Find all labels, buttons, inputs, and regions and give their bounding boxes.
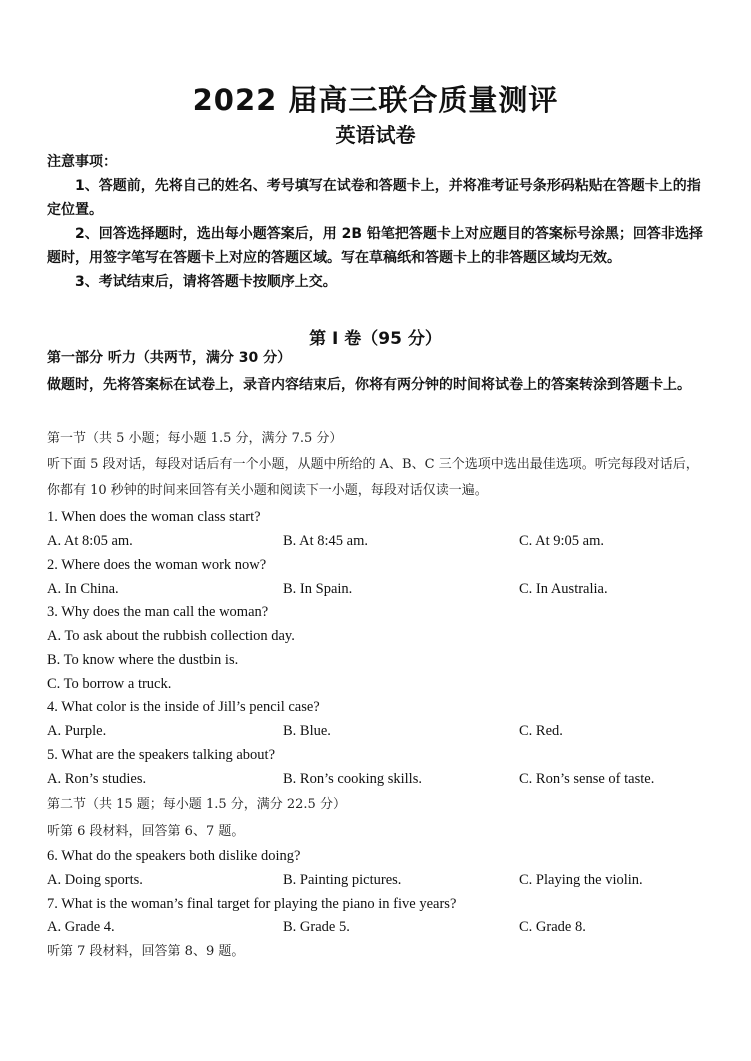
question-2: 2. Where does the woman work now? bbox=[47, 557, 267, 573]
notice-block bbox=[47, 150, 707, 294]
question-7: 7. What is the woman’s final target for playing the piano in five years? bbox=[47, 896, 457, 912]
part-one-title: 第 I 卷（95 分） bbox=[309, 329, 442, 349]
q4-option-a: A. Purple. bbox=[47, 723, 107, 739]
notice-item-1: 1、答题前，先将自己的姓名、考号填写在试卷和答题卡上，并将准考证号条形码粘贴在答题卡上的指定位置。 bbox=[47, 178, 701, 218]
listening-section-heading: 第一部分 听力（共两节，满分 30 分） bbox=[47, 350, 292, 366]
q1-option-a: A. At 8:05 am. bbox=[47, 533, 133, 549]
q7-option-c: C. Grade 8. bbox=[519, 919, 586, 935]
q3-option-b: B. To know where the dustbin is. bbox=[47, 652, 239, 668]
material-6-instruction: 听第 6 段材料，回答第 6、7 题。 bbox=[47, 824, 245, 839]
q7-option-a: A. Grade 4. bbox=[47, 919, 115, 935]
q4-option-b: B. Blue. bbox=[283, 723, 331, 739]
q7-option-b: B. Grade 5. bbox=[283, 919, 350, 935]
question-3: 3. Why does the man call the woman? bbox=[47, 604, 269, 620]
q1-option-b: B. At 8:45 am. bbox=[283, 533, 368, 549]
q3-option-c: C. To borrow a truck. bbox=[47, 676, 172, 692]
listening-section-intro: 做题时，先将答案标在试卷上，录音内容结束后，你将有两分钟的时间将试卷上的答案转涂到答题卡上。 bbox=[47, 377, 691, 393]
question-4: 4. What color is the inside of Jill’s pencil case? bbox=[47, 699, 320, 715]
q4-option-c: C. Red. bbox=[519, 723, 563, 739]
q5-option-b: B. Ron’s cooking skills. bbox=[283, 771, 422, 787]
notice-heading: 注意事项： bbox=[47, 154, 117, 170]
notice-item-3: 3、考试结束后，请将答题卡按顺序上交。 bbox=[75, 274, 337, 290]
q3-option-a: A. To ask about the rubbish collection day. bbox=[47, 628, 295, 644]
q5-option-c: C. Ron’s sense of taste. bbox=[519, 771, 655, 787]
section1-intro: 听下面 5 段对话，每段对话后有一个小题，从题中所给的 A、B、C 三个选项中选出最佳选项。听完每段对话后，你都有 10 秒钟的时间来回答有关小题和阅读下一小题，每段对话仅读一遍。 bbox=[47, 457, 699, 498]
q2-option-a: A. In China. bbox=[47, 581, 119, 597]
q2-option-b: B. In Spain. bbox=[283, 581, 353, 597]
question-1: 1. When does the woman class start? bbox=[47, 509, 261, 525]
q6-option-c: C. Playing the violin. bbox=[519, 872, 643, 888]
q6-option-b: B. Painting pictures. bbox=[283, 872, 402, 888]
q1-option-c: C. At 9:05 am. bbox=[519, 533, 604, 549]
section1-heading: 第一节（共 5 小题；每小题 1.5 分，满分 7.5 分） bbox=[47, 431, 343, 446]
notice-item-2: 2、回答选择题时，选出每小题答案后，用 2B 铅笔把答题卡上对应题目的答案标号涂黑；回答非选择题时，用签字笔写在答题卡上对应的答题区域。写在草稿纸和答题卡上的非答题区域均无效。 bbox=[47, 226, 703, 266]
material-7-instruction: 听第 7 段材料，回答第 8、9 题。 bbox=[47, 944, 245, 959]
q2-option-c: C. In Australia. bbox=[519, 581, 608, 597]
section2-heading: 第二节（共 15 题；每小题 1.5 分，满分 22.5 分） bbox=[47, 797, 346, 812]
exam-title: 2022 届高三联合质量测评 bbox=[192, 83, 559, 117]
q5-option-a: A. Ron’s studies. bbox=[47, 771, 147, 787]
exam-subtitle: 英语试卷 bbox=[335, 123, 416, 147]
question-6: 6. What do the speakers both dislike doing? bbox=[47, 848, 301, 864]
question-5: 5. What are the speakers talking about? bbox=[47, 747, 276, 763]
q6-option-a: A. Doing sports. bbox=[47, 872, 143, 888]
